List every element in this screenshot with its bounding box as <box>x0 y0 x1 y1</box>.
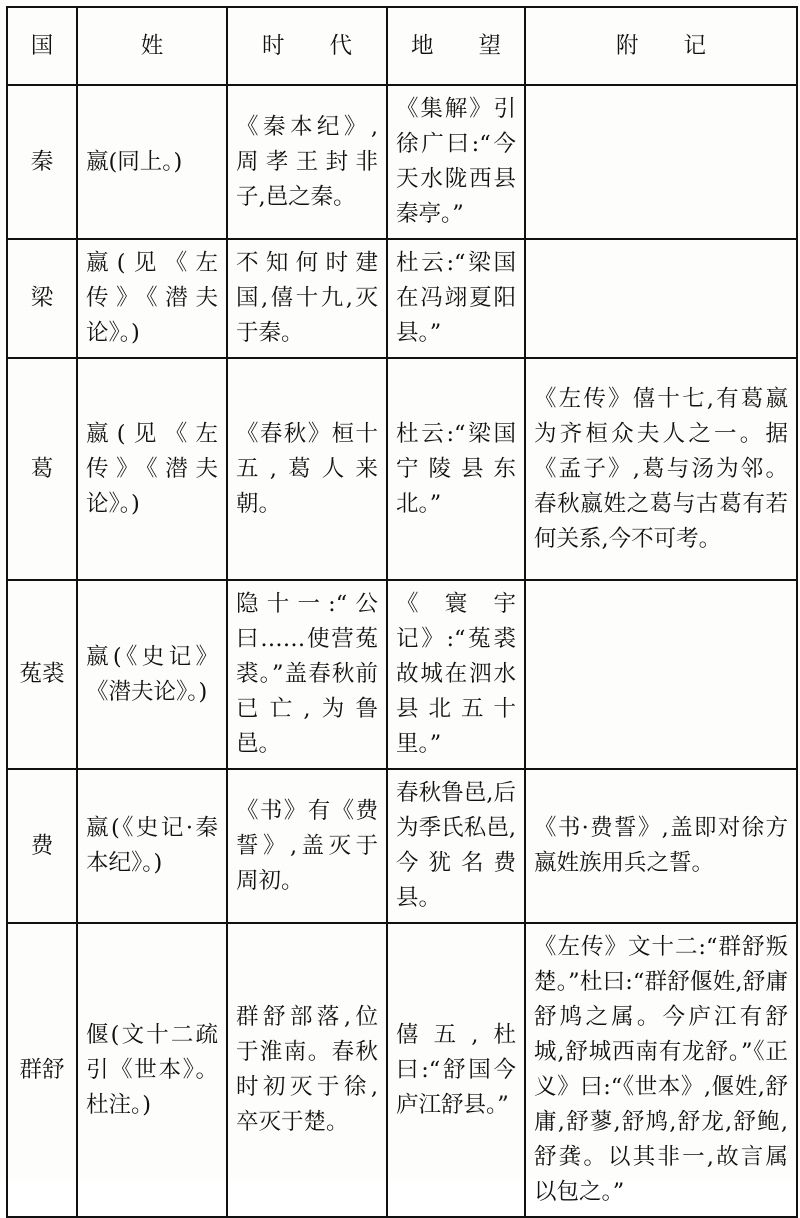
cell-surname: 嬴(见《左传》《潜夫论》。) <box>77 239 227 358</box>
cell-surname: 嬴(同上。) <box>77 85 227 239</box>
cell-location: 春秋鲁邑,后为季氏私邑,今犹名费县。 <box>387 769 525 923</box>
cell-notes <box>525 580 797 769</box>
cell-location: 《集解》引徐广曰:“今天水陇西县秦亭。” <box>387 85 525 239</box>
cell-era: 不知何时建国,僖十九,灭于秦。 <box>227 239 387 358</box>
cell-location: 杜云:“梁国宁陵县东北。” <box>387 358 525 580</box>
cell-surname: 嬴(《史记·秦本纪》。) <box>77 769 227 923</box>
cell-era: 《书》有《费誓》,盖灭于周初。 <box>227 769 387 923</box>
header-location: 地 望 <box>387 7 525 85</box>
cell-surname: 嬴(见《左传》《潜夫论》。) <box>77 358 227 580</box>
cell-state: 梁 <box>7 239 77 358</box>
cell-location: 杜云:“梁国在冯翊夏阳县。” <box>387 239 525 358</box>
cell-era: 隐十一:“公曰……使营菟裘。”盖春秋前已亡,为鲁邑。 <box>227 580 387 769</box>
cell-notes: 《左传》僖十七,有葛嬴为齐桓众夫人之一。据《孟子》,葛与汤为邻。春秋嬴姓之葛与古葛有若何关系,今不可考。 <box>525 358 797 580</box>
header-state: 国 <box>7 7 77 85</box>
header-era: 时 代 <box>227 7 387 85</box>
cell-notes <box>525 239 797 358</box>
cell-state: 菟裘 <box>7 580 77 769</box>
table-row <box>7 85 797 239</box>
cell-location: 《寰宇记》:“菟裘故城在泗水县北五十里。” <box>387 580 525 769</box>
header-notes: 附 记 <box>525 7 797 85</box>
table-row <box>7 358 797 580</box>
cell-notes: 《书·费誓》,盖即对徐方嬴姓族用兵之誓。 <box>525 769 797 923</box>
cell-location: 僖五,杜曰:“舒国今庐江舒县。” <box>387 923 525 1217</box>
header-row <box>7 7 797 85</box>
cell-notes: 《左传》文十二:“群舒叛楚。”杜曰:“群舒偃姓,舒庸舒鸠之属。今庐江有舒城,舒城西南有龙舒。”《正义》曰:“《世本》,偃姓,舒庸,舒蓼,舒鸠,舒龙,舒鲍,舒龚。以其非一,故言属以包之。” <box>525 923 797 1217</box>
cell-state: 秦 <box>7 85 77 239</box>
genealogy-table <box>6 6 798 1218</box>
cell-surname: 偃(文十二疏引《世本》。杜注。) <box>77 923 227 1217</box>
cell-state: 群舒 <box>7 923 77 1217</box>
table-row <box>7 239 797 358</box>
table-row <box>7 769 797 923</box>
cell-notes <box>525 85 797 239</box>
cell-state: 葛 <box>7 358 77 580</box>
cell-state: 费 <box>7 769 77 923</box>
cell-surname: 嬴(《史记》《潜夫论》。) <box>77 580 227 769</box>
header-surname: 姓 <box>77 7 227 85</box>
cell-era: 《秦本纪》,周孝王封非子,邑之秦。 <box>227 85 387 239</box>
cell-era: 《春秋》桓十五,葛人来朝。 <box>227 358 387 580</box>
cell-era: 群舒部落,位于淮南。春秋时初灭于徐,卒灭于楚。 <box>227 923 387 1217</box>
table-row <box>7 580 797 769</box>
table-row <box>7 923 797 1217</box>
